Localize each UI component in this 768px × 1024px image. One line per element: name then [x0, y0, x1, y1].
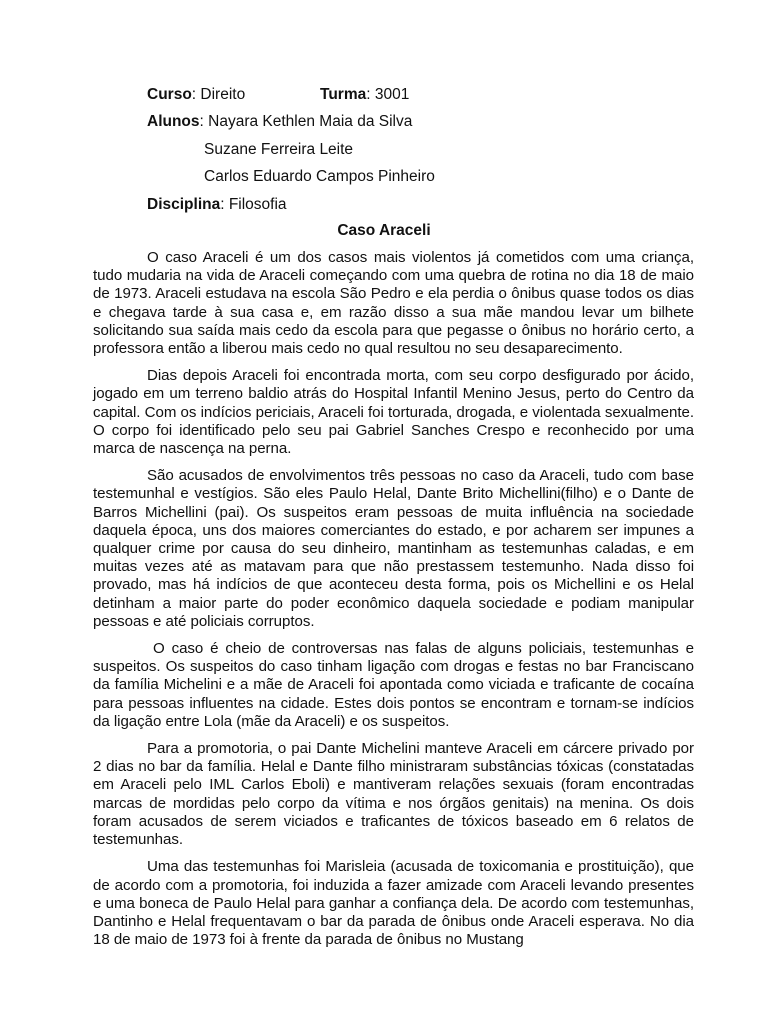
class-line — [320, 86, 409, 104]
paragraph: São acusados de envolvimentos três pessoas no caso da Araceli, tudo com base testemunhal e vestígios. São eles Paulo Helal, Dante Brito Michellini(filho) e o Dante de Barros Michellini (pai). Os suspeitos eram pessoas de muita influência na sociedade daquela época, uns dos maiores comerciantes do estado, e por acharem ser impunes a qualquer crime por causa do seu dinheiro, mantinham as testemunhas caladas, e em muitas vezes até as matavam para que não prestassem testemunho. Nada disso foi provado, mas há indícios de que aconteceu desta forma, pois os Michellini e os Helal detinham a maior parte do poder econômico daquela sociedade e podiam manipular pessoas e até policiais corruptos. — [93, 467, 694, 630]
discipline-value: : Filosofia — [220, 196, 287, 213]
course-line — [147, 86, 245, 104]
paragraph: O caso Araceli é um dos casos mais violentos já cometidos com uma criança, tudo mudaria na vida de Araceli começando com uma quebra de rotina no dia 18 de maio de 1973. Araceli estudava na escola São Pedro e ela perdia o ônibus quase todos os dias e chegava tarde à sua casa e, em razão disso a sua mãe mandou levar um bilhete solicitando sua saída mais cedo da escola para que pegasse o ônibus no horário certo, a professora então a liberou mais cedo no qual resultou no seu desaparecimento. — [93, 249, 694, 358]
discipline-label: Disciplina — [147, 196, 221, 213]
student-name: : Nayara Kethlen Maia da Silva — [199, 113, 413, 130]
student-name: Suzane Ferreira Leite — [204, 141, 354, 158]
students-line — [147, 113, 412, 131]
paragraph: Para a promotoria, o pai Dante Michelini manteve Araceli em cárcere privado por 2 dias no bar da família. Helal e Dante filho ministraram substâncias tóxicas (constatadas em Araceli pelo IML Carlos Eboli) e mantiveram relações sexuais (foram encontradas marcas de mordidas pelo corpo da vítima e nos órgãos genitais) na menina. Os dois foram acusados de serem viciados e traficantes de tóxicos baseado em 6 relatos de testemunhas. — [93, 740, 694, 849]
document-body — [93, 249, 694, 958]
student-name: Carlos Eduardo Campos Pinheiro — [204, 168, 435, 185]
class-value: : 3001 — [366, 86, 410, 103]
students-label: Alunos — [147, 113, 200, 130]
course-value: : Direito — [191, 86, 246, 103]
paragraph: Uma das testemunhas foi Marisleia (acusada de toxicomania e prostituição), que de acordo com a promotoria, foi induzida a fazer amizade com Araceli levando presentes e uma boneca de Paulo Helal para ganhar a confiança dela. De acordo com testemunhas, Dantinho e Helal frequentavam o bar da parada de ônibus onde Araceli esperava. No dia 18 de maio de 1973 foi à frente da parada de ônibus no Mustang — [93, 858, 694, 949]
paragraph: Dias depois Araceli foi encontrada morta, com seu corpo desfigurado por ácido, jogado em um terreno baldio atrás do Hospital Infantil Menino Jesus, perto do Centro da capital. Com os indícios periciais, Araceli foi torturada, drogada, e violentada sexualmente. O corpo foi identificado pelo seu pai Gabriel Sanches Crespo e reconhecido por uma marca de nascença na perna. — [93, 367, 694, 458]
class-label: Turma — [320, 86, 367, 103]
course-label: Curso — [147, 86, 192, 103]
discipline-line — [147, 196, 287, 214]
paragraph: O caso é cheio de controversas nas falas de alguns policiais, testemunhas e suspeitos. Os suspeitos do caso tinham ligação com drogas e festas no bar Franciscano da família Michelini e a mãe de Araceli foi apontada como viciada e traficante de cocaína para pessoas influentes na cidade. Estes dois pontos se encontram e tornam-se indícios da ligação entre Lola (mãe da Araceli) e os suspeitos. — [93, 640, 694, 730]
document-title: Caso Araceli — [337, 222, 431, 239]
